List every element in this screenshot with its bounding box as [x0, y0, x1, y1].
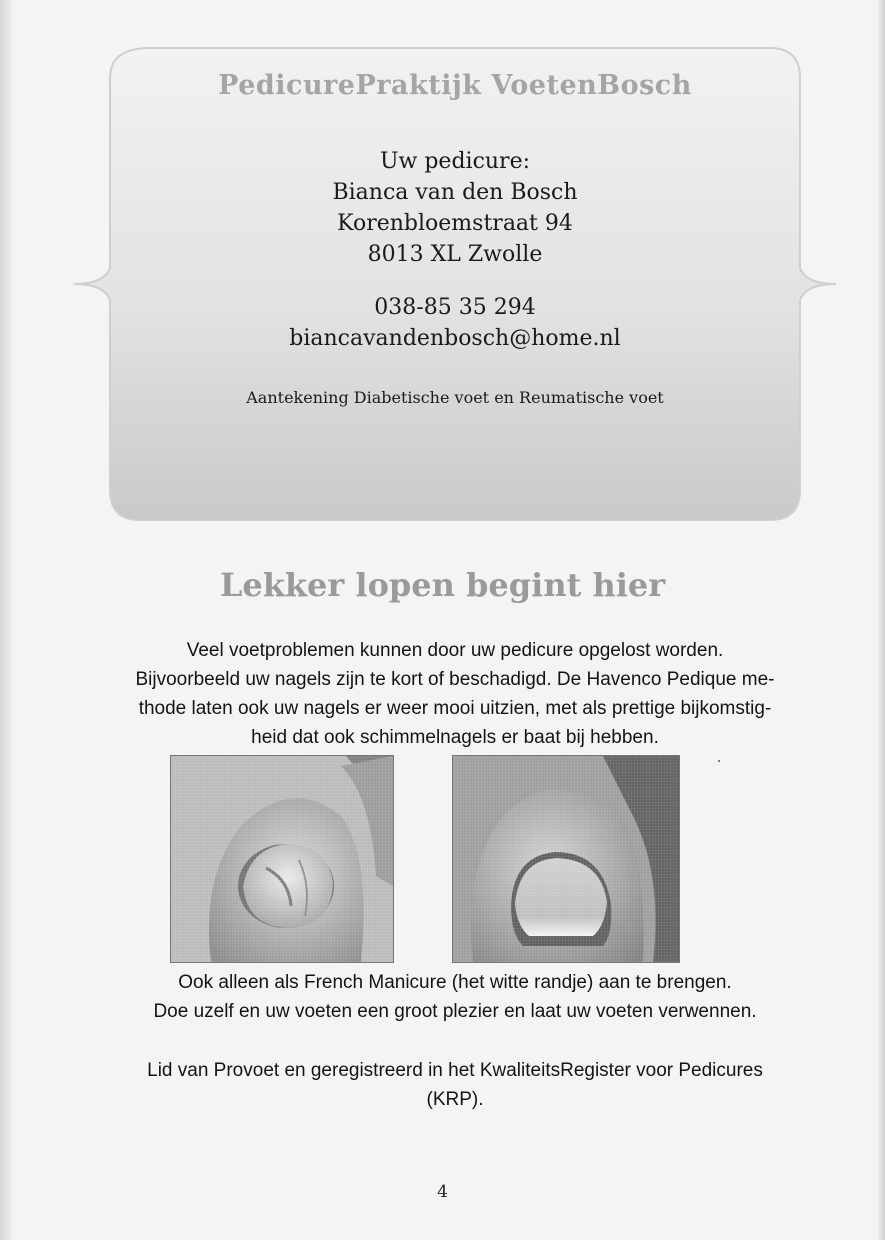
- closing-paragraph: [60, 968, 850, 1026]
- membership-paragraph: [90, 1056, 820, 1114]
- address-line: Uw pedicure:: [379, 149, 531, 174]
- phone-number: 038-85 35 294: [374, 295, 536, 320]
- closing-line: Doe uzelf en uw voeten een groot plezier en laat uw voeten verwennen.: [153, 1001, 757, 1022]
- closing-line: Ook alleen als French Manicure (het witte randje) aan te brengen.: [178, 972, 732, 993]
- address-line: Bianca van den Bosch: [332, 180, 578, 205]
- contact-block: [110, 292, 800, 354]
- address-block: [110, 146, 800, 270]
- membership-line: (KRP).: [426, 1089, 484, 1110]
- intro-paragraph: [90, 636, 820, 752]
- membership-line: Lid van Provoet en geregistreerd in het KwaliteitsRegister voor Pedicures: [147, 1060, 763, 1081]
- email-address: biancavandenbosch@home.nl: [289, 326, 621, 351]
- address-line: Korenbloemstraat 94: [337, 211, 573, 236]
- page-heading: Lekker lopen begint hier: [219, 566, 666, 604]
- qualification-note: Aantekening Diabetische voet en Reumatische voet: [246, 388, 664, 407]
- scan-speck: [718, 760, 720, 762]
- address-line: 8013 XL Zwolle: [367, 242, 543, 267]
- contact-card: [110, 48, 800, 518]
- practice-name: PedicurePraktijk VoetenBosch: [218, 70, 692, 101]
- intro-line: thode laten ook uw nagels er weer mooi uitzien, met als prettige bijkomstig-: [138, 698, 772, 719]
- intro-line: heid dat ook schimmelnagels er baat bij hebben.: [251, 727, 659, 748]
- intro-line: Bijvoorbeeld uw nagels zijn te kort of beschadigd. De Havenco Pedique me-: [135, 669, 775, 690]
- toenail-before-photo: [170, 755, 394, 963]
- page-number: 4: [437, 1182, 448, 1202]
- intro-line: Veel voetproblemen kunnen door uw pedicure opgelost worden.: [186, 640, 724, 661]
- toenail-after-photo: [452, 755, 680, 963]
